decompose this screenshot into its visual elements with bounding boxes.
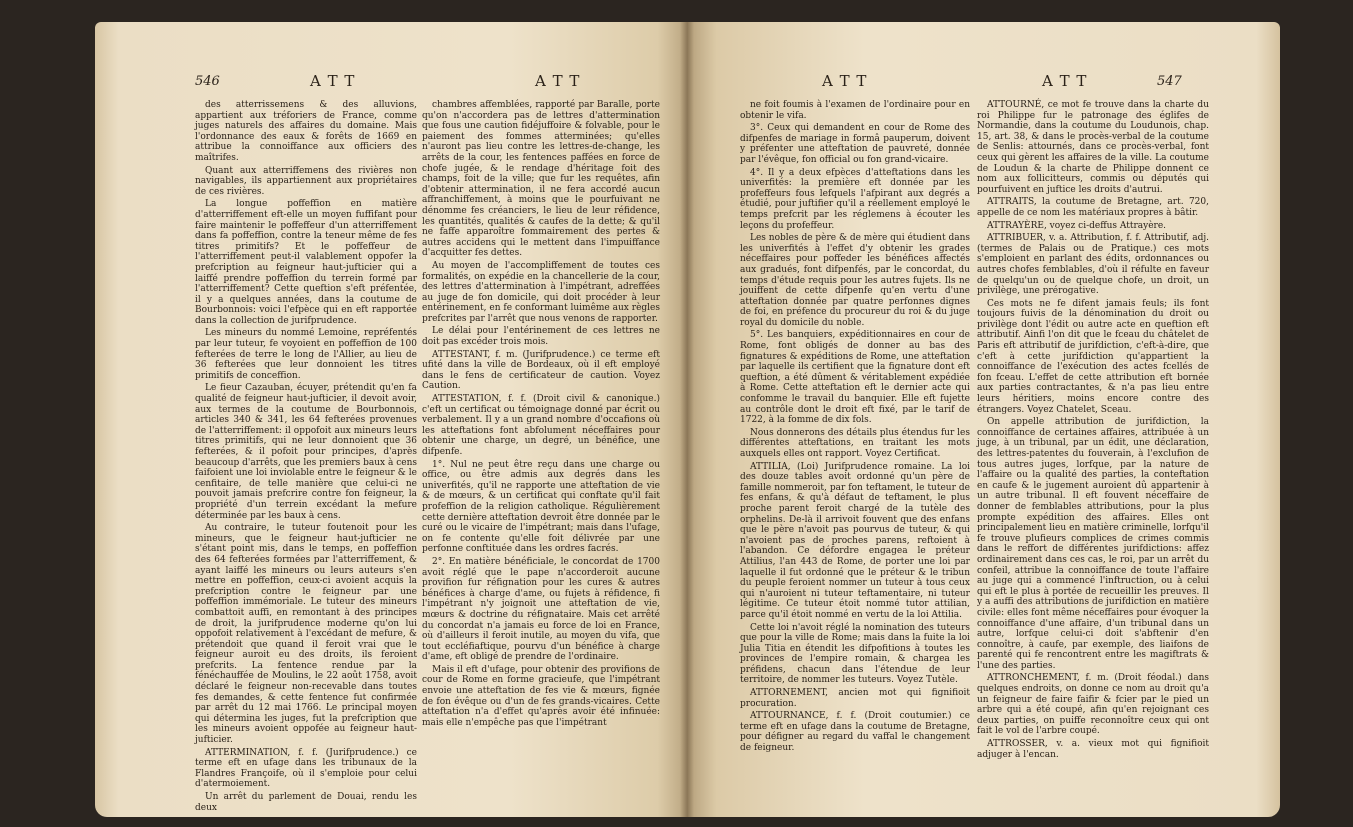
left-column-1	[195, 100, 417, 813]
left-column-2	[422, 100, 660, 790]
paragraph: Nous donnerons des détails plus étendus fur les différentes atteftations, en traitant les mots auxquels elles ont rapport. Voyez Certificat.	[740, 427, 970, 459]
right-column-1	[740, 100, 970, 754]
paragraph: Les nobles de père & de mère qui étudient dans les univerfités à l'effet d'y obtenir les grades néceffaires pour poffeder les bénéfices affectés aux gradués, font difpenfés, par le concordat, du temps d'étude requis pour les autres fujets. Ils ne jouiffent de cette difpenfe qu'en vertu d'une atteftation donnée par quatre perfonnes dignes de foi, en préfence du procureur du roi & du juge royal du domicile du noble.	[740, 233, 970, 328]
left-header-col1: A T T	[310, 72, 356, 90]
paragraph: Cette loi n'avoit réglé la nomination des tuteurs que pour la ville de Rome; mais dans la fuite la loi Julia Titia en étendit les difpofitions à toutes les provinces de l'empire romain, & chargea les préfidens, chacun dans l'étendue de leur territoire, de nommer les tuteurs. Voyez Tutèle.	[740, 622, 970, 686]
book-gutter	[680, 22, 694, 817]
paragraph: 5°. Les banquiers, expéditionnaires en cour de Rome, font obligés de donner au bas des fignatures & expéditions de Rome, une atteftation par laquelle ils certifient que la fignature dont eft queftion, a été dûment & véritablement expédiée à Rome. Cette atteftation eft le dernier acte qui confomme le travail du banquier. Elle eft fujette au contrôle dont le droit eft fixé, par le tarif de 1722, à la fomme de dix fols.	[740, 330, 970, 426]
paragraph: ne foit foumis à l'examen de l'ordinaire pour en obtenir le vifa.	[740, 100, 970, 121]
paragraph: ATTRAYÈRE, voyez ci-deffus Attrayère.	[987, 220, 1167, 231]
paragraph: Quant aux atterriffemens des rivières non navigables, ils appartiennent aux propriétaires de ces rivières.	[195, 165, 417, 197]
paragraph: 1°. Nul ne peut être reçu dans une charge ou office, ou être admis aux degrés dans les univerfités, qu'il ne rapporte une atteftation de vie & de mœurs, & un certificat qui conftate qu'il fait profeffion de la religion catholique. Régulièrement cette dernière atteftation devroit être donnée par le curé ou le vicaire de l'impétrant; mais dans l'ufage, on fe contente qu'elle foit délivrée par une perfonne conftituée dans les ordres facrés.	[422, 459, 660, 555]
paragraph: ATTERMINATION, f. f. (Jurifprudence.) ce terme eft en ufage dans les tribunaux de la Flandres Françoife, où il s'emploie pour celui d'atermoiement.	[195, 747, 417, 790]
paragraph: ATTOURNANCE, f. f. (Droit coutumier.) ce terme eft en ufage dans la coutume de Bretagne, pour défigner au regard du vaffal le changement de feigneur.	[740, 711, 970, 754]
paragraph: ATTRIBUER, v. a. Attribution, f. f. Attributif, adj. (termes de Palais ou de Pratique.) ces mots s'emploient en parlant des édits, ordonnances ou autres chofes femblables, d'où il réfulte en faveur de quelqu'un ou de quelque chofe, un droit, un privilège, une prérogative.	[977, 233, 1209, 297]
paragraph: Ces mots ne fe difent jamais feuls; ils font toujours fuivis de la dénomination du droit ou privilège dont l'édit ou autre acte en queftion eft attributif. Ainfi l'on dit que le fceau du châtelet de Paris eft attributif de jurifdiction, c'eft-à-dire, que c'eft à cette jurifdiction qu'appartient la connoiffance de l'exécution des actes fcellés de fon fceau. L'effet de cette attribution eft bornée aux parties contractantes, & n'a pas lieu entre leurs héritiers, moins encore contre des étrangers. Voyez Chatelet, Sceau.	[977, 298, 1209, 415]
paragraph: ATTORNEMENT, ancien mot qui fignifioit procuration.	[740, 688, 970, 709]
paragraph: ATTROSSER, v. a. vieux mot qui fignifioit adjuger à l'encan.	[977, 739, 1209, 760]
right-page-number: 547	[1157, 74, 1182, 89]
left-page-number: 546	[195, 74, 220, 89]
open-book	[95, 22, 1280, 817]
paragraph: Le délai pour l'entérinement de ces lettres ne doit pas excéder trois mois.	[422, 326, 660, 348]
paragraph: ATTOURNÉ, ce mot fe trouve dans la charte du roi Philippe fur le patronage des églifes de Normandie, dans la coutume du Loudunois, chap. 15, art. 38, & dans le procès-verbal de la coutume de Senlis: attournés, dans ce procès-verbal, font ceux qui gèrent les affaires de la ville. La coutume de Loudun & la charte de Philippe donnent ce nom aux follicitteurs, commis ou députés qui pourfuivent en juftice les droits d'autrui.	[977, 100, 1209, 195]
paragraph: ATTILIA, (Loi) Jurifprudence romaine. La loi des douze tables avoit ordonné qu'un père de famille nommeroit, par fon teftament, le tuteur de fes enfans, & qu'à défaut de teftament, le plus proche parent feroit chargé de la tutèle des orphelins. De-là il arrivoit fouvent que des enfans que le père n'avoit pas pourvus de tuteur, & qui n'avoient pas de proches parens, reftoient à l'abandon. Ce défordre engagea le préteur Attilius, l'an 443 de Rome, de porter une loi par laquelle il fut ordonné que le préteur & le tribun du peuple feroient nommer un tuteur à tous ceux qui n'auroient ni tuteur teftamentaire, ni tuteur légitime. Ce tuteur étoit nommé tutor attilian, parce qu'il étoit nommé en vertu de la loi Attilia.	[740, 461, 970, 620]
right-column-2	[977, 100, 1209, 760]
paragraph: ATTRAITS, la coutume de Bretagne, art. 720, appelle de ce nom les matériaux propres à bâtir.	[977, 197, 1209, 218]
paragraph: Au moyen de l'accompliffement de toutes ces formalités, on expédie en la chancellerie de la cour, des lettres d'attermination à l'impétrant, adreffées au juge de fon domicile, qui doit procéder à leur entérinement, en fe conformant luimême aux règles prefcrites par l'arrêt que nous venons de rapporter.	[422, 260, 660, 324]
paragraph: des atterrissemens & des alluvions, appartient aux tréforiers de France, comme juges naturels des affaires du domaine. Mais l'ordonnance des eaux & forêts de 1669 en attribue la connoiffance aux officiers des maîtrifes.	[195, 100, 417, 163]
right-header-col1: A T T	[822, 72, 868, 90]
paragraph: Mais il eft d'ufage, pour obtenir des provifions de cour de Rome en forme gracieufe, que l'impétrant envoie une atteftation de fes vie & mœurs, fignée de fon évêque ou d'un de fes grands-vicaires. Cette atteftation n'a d'effet qu'après avoir été infinuée: mais elle n'empêche pas que l'impétrant	[422, 664, 660, 728]
paragraph: 4°. Il y a deux efpèces d'atteftations dans les univerfités: la première eft donnée par les profeffeurs fous lefquels l'afpirant aux degrés a étudié, pour juftifier qu'il a réellement employé le temps prefcrit par les réglemens à écouter les leçons du profeffeur.	[740, 167, 970, 231]
paragraph: 2°. En matière bénéficiale, le concordat de 1700 avoit réglé que le pape n'accorderoit aucune provifion fur réfignation pour les cures & autres bénéfices à charge d'ame, ou fujets à réfidence, fi l'impétrant n'y joignoit une atteftation de vie, mœurs & doctrine du réfignataire. Mais cet arrêté du concordat n'a jamais eu force de loi en France, où d'ailleurs il feroit inutile, au moyen du vifa, que tout eccléfiaftique, pourvu d'un bénéfice à charge d'ame, eft obligé de prendre de l'ordinaire.	[422, 556, 660, 663]
paragraph: Les mineurs du nommé Lemoine, repréfentés par leur tuteur, fe voyoient en poffeffion de 100 fefterées de terre le long de l'Allier, au lieu de 36 fefterées que leur donnoient les titres primitifs de conceffion.	[195, 328, 417, 381]
paragraph: ATTRONCHEMENT, f. m. (Droit féodal.) dans quelques endroits, on donne ce nom au droit qu'a un feigneur de faire faifir & fcier par le pied un arbre qui a été coupé, afin qu'en rejoignant ces deux parties, on puiffe reconnoître ceux qui ont fait le vol de l'arbre coupé.	[977, 673, 1209, 737]
paragraph: ATTESTANT, f. m. (Jurifprudence.) ce terme eft ufité dans la ville de Bordeaux, où il eft employé dans le fens de certificateur de caution. Voyez Caution.	[422, 349, 660, 392]
paragraph: La longue poffeffion en matière d'atterriffement eft-elle un moyen fuffifant pour faire maintenir le poffeffeur d'un atterriffement dans fa poffeffion, contre la teneur même de fes titres primitifs? Et le poffeffeur de l'atterriffement peut-il valablement oppofer la prefcription au feigneur haut-jufticier qui a laiffé prendre poffeffion du terrein formé par l'atterriffement? Cette queftion s'eft préfentée, il y a quelques années, dans la coutume de Bourbonnois: voici l'efpèce qui en eft rapportée dans la collection de jurifprudence.	[195, 199, 417, 326]
paragraph: Un arrêt du parlement de Douai, rendu les deux	[195, 792, 417, 813]
paragraph: chambres affemblées, rapporté par Baralle, porte qu'on n'accordera pas de lettres d'attermination que fous une caution fidéjuffoire & folvable, pour le paiement des fommes atterminées; qu'elles n'auront pas lieu contre les lettres-de-change, les arrêts de la cour, les fentences paffées en force de chofe jugée, & le rendage d'héritage foit des champs, foit de la ville; que fur les requêtes, afin d'obtenir attermination, il ne fera accordé aucun affranchiffement, à moins que le pourfuivant ne dénomme fes créanciers, le lieu de leur réfidence, les quantités, qualités & caufes de la dette; & qu'il ne faffe apparoître fommairement des pertes & autres accidens qui le mettent dans l'impuiffance d'acquitter fes dettes.	[422, 100, 660, 259]
right-page	[687, 22, 1280, 817]
left-header-col2: A T T	[535, 72, 581, 90]
paragraph: On appelle attribution de jurifdiction, la connoiffance de certaines affaires, attribuée à un juge, à un tribunal, par un édit, une déclaration, des lettres-patentes du fouverain, à l'exclufion de tous autres juges, lorfque, par la nature de l'affaire ou la qualité des parties, la conteftation en caufe & le jugement auroient dû appartenir à un autre tribunal. Il eft fouvent néceffaire de donner de femblables attributions, pour la plus prompte expédition des affaires. Elles ont principalement lieu en matière criminelle, lorfqu'il fe trouve plufieurs complices de crimes commis dans le reffort de différentes jurifdictions: affez ordinairement dans ces cas, le roi, par un arrêt du confeil, attribue la connoiffance de toute l'affaire au juge qui a commencé l'inftruction, ou à celui qui eft le plus à portée de recueillir les preuves. Il y a auffi des attributions de jurifdiction en matière civile: elles font même néceffaires pour évoquer la connoiffance d'une affaire, d'un tribunal dans un autre, lorfque celui-ci doit s'abftenir d'en connoître, à caufe, par exemple, des liaifons de parenté qui fe rencontrent entre les magiftrats & l'une des parties.	[977, 417, 1209, 671]
paragraph: ATTESTATION, f. f. (Droit civil & canonique.) c'eft un certificat ou témoignage donné par écrit ou verbalement. Il y a un grand nombre d'occafions où les atteftations font abfolument néceffaires pour obtenir une charge, un degré, un bénéfice, une difpenfe.	[422, 394, 660, 457]
paragraph: Le fieur Cazauban, écuyer, prétendit qu'en fa qualité de feigneur haut-jufticier, il devoit avoir, aux termes de la coutume de Bourbonnois, articles 340 & 341, les 64 fefterées provenues de l'atterriffement: il oppofoit aux mineurs leurs titres primitifs, qui ne leur donnoient que 36 fefterées, & il pofoit pour principes, d'après beaucoup d'arrêts, que les premiers baux à cens faifoient une loi inviolable entre le feigneur & le cenfitaire, de telle manière que celui-ci ne pouvoit jamais prefcrire contre fon feigneur, la propriété d'un terrein excédant la mefure déterminée par les baux à cens.	[195, 383, 417, 521]
right-header-col2: A T T	[1042, 72, 1088, 90]
paragraph: Au contraire, le tuteur foutenoit pour les mineurs, que le feigneur haut-jufticier ne s'étant point mis, dans le temps, en poffeffion des 64 fefterées formées par l'atterriffement, & ayant laiffé les mineurs ou leurs auteurs s'en mettre en poffeffion, ceux-ci avoient acquis la prefcription contre le feigneur par une poffeffion immémoriale. Le tuteur des mineurs combattoit auffi, en remontant à des principes de droit, la jurifprudence moderne qu'on lui oppofoit relativement à l'excédant de mefure, & prétendoit que quand il feroit vrai que le feigneur auroit eu des droits, ils feroient prefcrits. La fentence rendue par la fénéchauffée de Moulins, le 22 août 1758, avoit déclaré le feigneur non-recevable dans toutes fes demandes, & cette fentence fut confirmée par arrêt du 12 mai 1766. Le principal moyen qui détermina les juges, fut la prefcription que les mineurs avoient oppofée au feigneur haut-jufticier.	[195, 523, 417, 746]
paragraph: 3°. Ceux qui demandent en cour de Rome des difpenfes de mariage in formâ pauperum, doivent y préfenter une atteftation de pauvreté, donnée par l'évêque, fon official ou fon grand-vicaire.	[740, 123, 970, 165]
left-page	[95, 22, 687, 817]
